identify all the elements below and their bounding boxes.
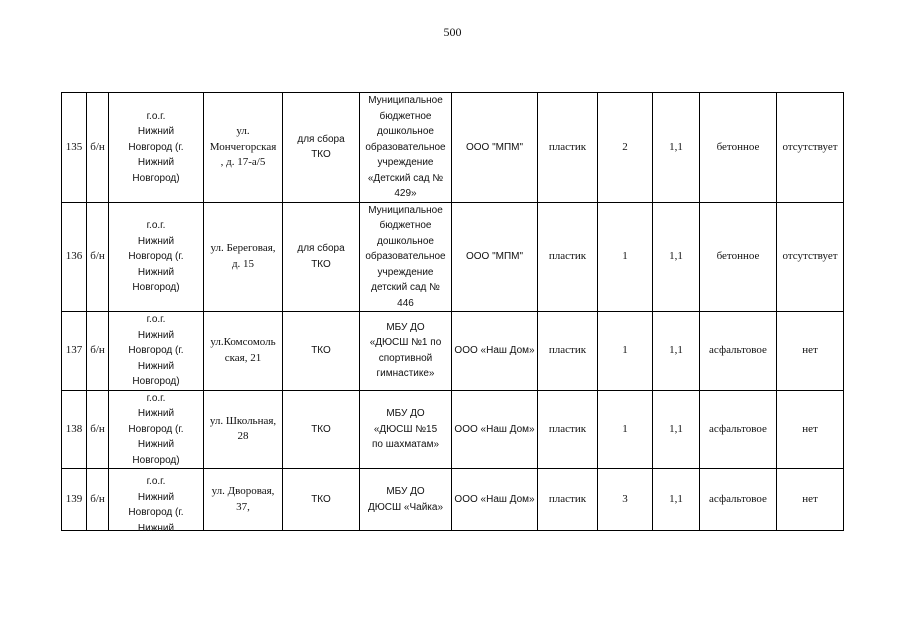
cell-fence: отсутствует [777, 93, 844, 203]
table-row [62, 469, 844, 531]
cell-material: пластик [538, 312, 598, 391]
table-row [62, 390, 844, 469]
cell-number: 138 [62, 390, 87, 469]
cell-owner: МБУ ДО ДЮСШ «Чайка» [360, 469, 452, 531]
cell-address: ул. Береговая, д. 15 [204, 202, 283, 312]
cell-bn: б/н [87, 390, 109, 469]
cell-surface: бетонное [700, 93, 777, 203]
cell-municipality [109, 469, 204, 534]
table-row [62, 312, 844, 391]
cell-owner: Муниципальное бюджетное дошкольное образовательное учреждение детский сад № 446 [360, 202, 452, 312]
cell-bn: б/н [87, 202, 109, 312]
cell-bn: б/н [87, 312, 109, 391]
cell-material: пластик [538, 202, 598, 312]
cell-volume: 1,1 [653, 390, 700, 469]
cell-operator: ООО "МПМ" [452, 93, 538, 203]
cell-surface: асфальтовое [700, 390, 777, 469]
cell-volume: 1,1 [653, 469, 700, 531]
cell-count: 1 [598, 390, 653, 469]
cell-owner: МБУ ДО «ДЮСШ №1 по спортивной гимнастике» [360, 312, 452, 391]
cell-address: ул. Дворовая, 37, [204, 469, 283, 531]
cell-text: г.о.г. Нижний Новгород (г. Нижний [128, 476, 184, 534]
cell-number: 139 [62, 469, 87, 531]
cell-municipality: г.о.г. Нижний Новгород (г. Нижний Новгород) [109, 93, 204, 203]
cell-bn: б/н [87, 469, 109, 531]
cell-operator: ООО «Наш Дом» [452, 390, 538, 469]
cell-operator: ООО «Наш Дом» [452, 312, 538, 391]
cell-volume: 1,1 [653, 312, 700, 391]
cell-number: 135 [62, 93, 87, 203]
cell-address: ул. Школьная, 28 [204, 390, 283, 469]
cell-purpose: ТКО [283, 390, 360, 469]
cell-address: ул.Комсомоль ская, 21 [204, 312, 283, 391]
cell-surface: асфальтовое [700, 469, 777, 531]
page-number: 500 [443, 25, 462, 39]
cell-volume: 1,1 [653, 93, 700, 203]
registry-table [61, 92, 844, 534]
cell-number: 137 [62, 312, 87, 391]
cell-bn: б/н [87, 93, 109, 203]
cell-municipality: г.о.г. Нижний Новгород (г. Нижний Новгород) [109, 390, 204, 469]
cell-count: 2 [598, 93, 653, 203]
cell-purpose: для сбора ТКО [283, 93, 360, 203]
cell-surface: асфальтовое [700, 312, 777, 391]
cell-surface: бетонное [700, 202, 777, 312]
cell-purpose: для сбора ТКО [283, 202, 360, 312]
cell-fence: нет [777, 312, 844, 391]
cell-municipality: г.о.г. Нижний Новгород (г. Нижний Новгород) [109, 202, 204, 312]
registry-table-container [61, 92, 843, 534]
cell-material: пластик [538, 390, 598, 469]
cell-owner: МБУ ДО «ДЮСШ №15 по шахматам» [360, 390, 452, 469]
cell-address: ул. Мончегорская , д. 17-а/5 [204, 93, 283, 203]
table-row [62, 93, 844, 203]
cell-material: пластик [538, 469, 598, 531]
cell-purpose: ТКО [283, 469, 360, 531]
cell-municipality: г.о.г. Нижний Новгород (г. Нижний Новгород) [109, 312, 204, 391]
cell-fence: нет [777, 390, 844, 469]
cell-owner: Муниципальное бюджетное дошкольное образовательное учреждение «Детский сад № 429» [360, 93, 452, 203]
cell-operator: ООО "МПМ" [452, 202, 538, 312]
cell-count: 1 [598, 312, 653, 391]
table-body [62, 93, 844, 534]
cell-count: 1 [598, 202, 653, 312]
cell-operator: ООО «Наш Дом» [452, 469, 538, 531]
cell-fence: нет [777, 469, 844, 531]
cell-volume: 1,1 [653, 202, 700, 312]
cell-number: 136 [62, 202, 87, 312]
cell-count: 3 [598, 469, 653, 531]
cell-material: пластик [538, 93, 598, 203]
table-row [62, 202, 844, 312]
cell-purpose: ТКО [283, 312, 360, 391]
cell-fence: отсутствует [777, 202, 844, 312]
